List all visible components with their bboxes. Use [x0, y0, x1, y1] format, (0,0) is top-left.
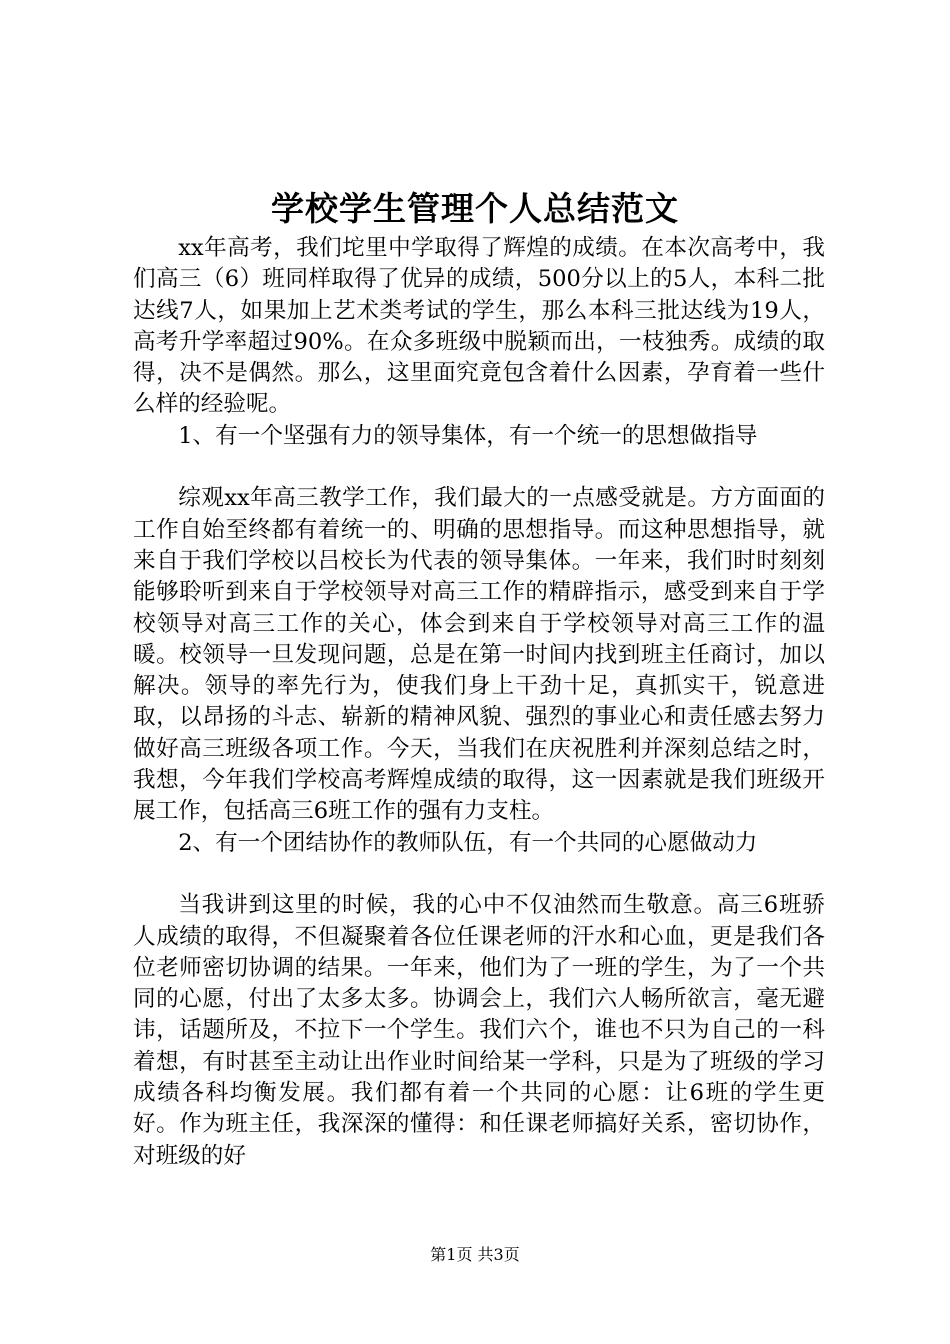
paragraph-intro: xx年高考，我们坨里中学取得了辉煌的成绩。在本次高考中，我们高三（6）班同样取得了优异的成绩，500分以上的5人，本科二批达线7人，如果加上艺术类考试的学生，那么本科三批达线为19人，高考升学率超过90%。在众多班级中脱颖而出，一枝独秀。成绩的取得，决不是偶然。那么，这里面究竟包含着什么因素，孕育着一些什么样的经验呢。 [133, 235, 825, 418]
section-heading-1: 1、有一个坚强有力的领导集体，有一个统一的思想做指导 [178, 422, 758, 449]
paragraph-leadership: 综观xx年高三教学工作，我们最大的一点感受就是。方方面面的工作自始至终都有着统一的、明确的思想指导。而这种思想指导，就来自于我们学校以吕校长为代表的领导集体。一年来，我们时时刻刻能够聆听到来自于学校领导对高三工作的精辟指示，感受到来自于学校领导对高三工作的关心，体会到来自于学校领导对高三工作的温暖。校领导一旦发现问题，总是在第一时间内找到班主任商讨，加以解决。领导的率先行为，使我们身上干劲十足，真抓实干，锐意进取，以昂扬的斗志、崭新的精神风貌、强烈的事业心和责任感去努力做好高三班级各项工作。今天，当我们在庆祝胜利并深刻总结之时，我想，今年我们学校高考辉煌成绩的取得，这一因素就是我们班级开展工作，包括高三6班工作的强有力支柱。 [133, 485, 825, 825]
paragraph-teachers: 当我讲到这里的时候，我的心中不仅油然而生敬意。高三6班骄人成绩的取得，不但凝聚着各位任课老师的汗水和心血，更是我们各位老师密切协调的结果。一年来，他们为了一班的学生，为了一个共同的心愿，付出了太多太多。协调会上，我们六人畅所欲言，毫无避讳，话题所及，不拉下一个学生。我们六个，谁也不只为自己的一科着想，有时甚至主动让出作业时间给某一学科，只是为了班级的学习成绩各科均衡发展。我们都有着一个共同的心愿：让6班的学生更好。作为班主任，我深深的懂得：和任课老师搞好关系，密切协作，对班级的好 [133, 892, 825, 1169]
document-body [133, 233, 825, 1172]
page-number-footer: 第1页 共3页 [430, 1245, 520, 1264]
section-heading-2: 2、有一个团结协作的教师队伍，有一个共同的心愿做动力 [178, 829, 758, 856]
document-title: 学校学生管理个人总结范文 [271, 189, 679, 228]
